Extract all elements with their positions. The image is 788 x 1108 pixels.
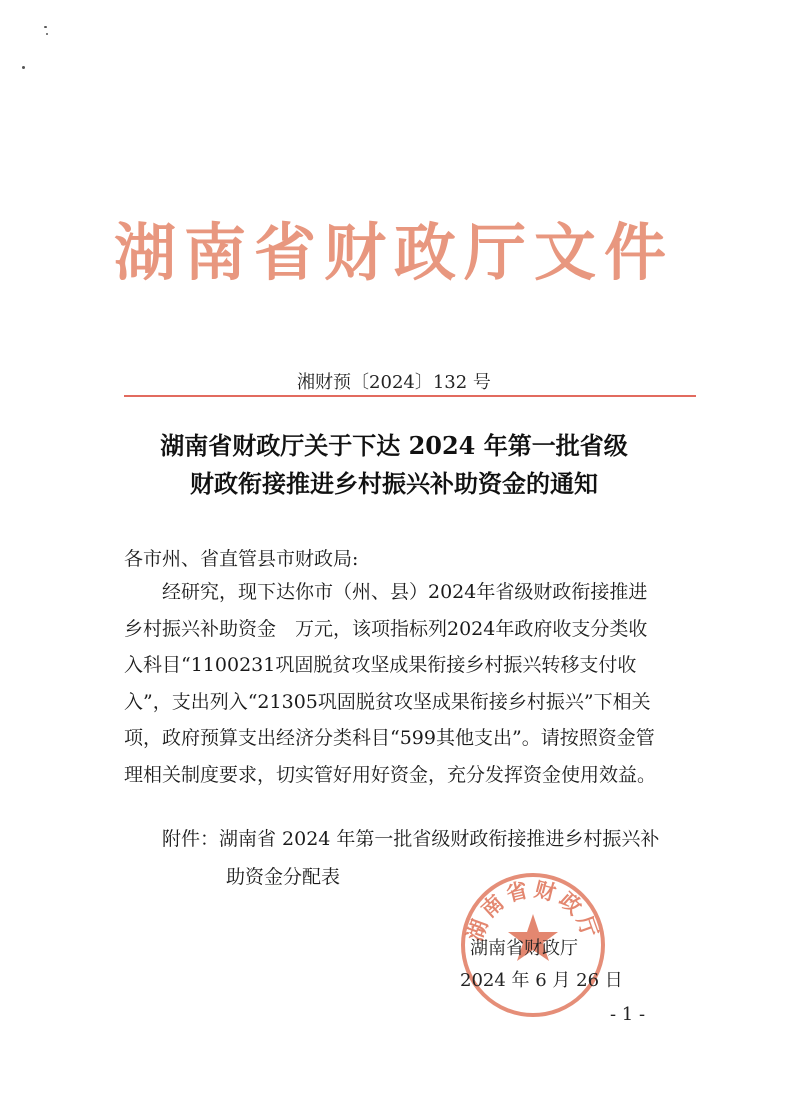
addressee: 各市州、省直管县市财政局: xyxy=(124,548,359,570)
scan-speck xyxy=(46,33,48,35)
document-title-line-2: 财政衔接推进乡村振兴补助资金的通知 xyxy=(190,469,598,498)
document-number: 湘财预〔2024〕132 号 xyxy=(297,372,491,393)
attachment-line-1: 附件：湖南省 2024 年第一批省级财政衔接推进乡村振兴补 xyxy=(162,828,660,850)
body-line: 理相关制度要求，切实管好用好资金，充分发挥资金使用效益。 xyxy=(124,763,657,786)
signing-organization: 湖南省财政厅 xyxy=(470,938,578,959)
red-divider-line xyxy=(124,395,696,397)
body-line: 入”，支出列入“21305巩固脱贫攻坚成果衔接乡村振兴”下相关 xyxy=(124,690,651,713)
signing-date: 2024 年 6 月 26 日 xyxy=(460,970,623,991)
attachment-line-2: 助资金分配表 xyxy=(226,866,341,888)
issuer-header-title: 湖南省财政厅文件 xyxy=(113,216,674,289)
seal-text: 湖南省财政厅 xyxy=(461,876,605,945)
scan-speck xyxy=(44,26,47,28)
document-title xyxy=(110,427,678,503)
body-line: 乡村振兴补助资金 万元，该项指标列2024年政府收支分类收 xyxy=(124,617,648,640)
body-line: 入科目“1100231巩固脱贫攻坚成果衔接乡村振兴转移支付收 xyxy=(124,654,637,676)
body-line: 项，政府预算支出经济分类科目“599其他支出”。请按照资金管 xyxy=(124,727,655,749)
attachment-note xyxy=(162,820,702,896)
body-line: 经研究，现下达你市（州、县）2024年省级财政衔接推进 xyxy=(162,581,648,603)
page-number: - 1 - xyxy=(610,1004,646,1025)
scan-speck xyxy=(22,66,25,69)
notice-body xyxy=(124,574,688,793)
document-title-line-1: 湖南省财政厅关于下达 2024 年第一批省级 xyxy=(160,431,628,460)
